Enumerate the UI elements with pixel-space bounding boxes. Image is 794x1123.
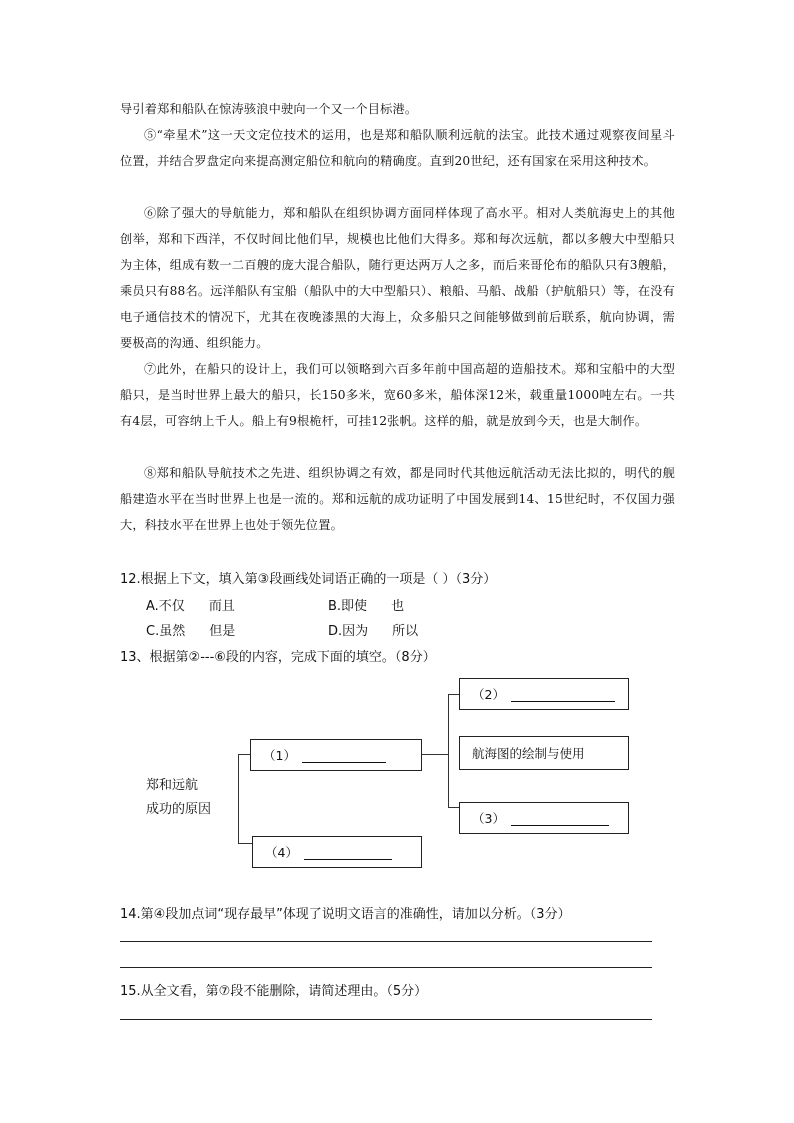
box-3-label: （3） — [472, 811, 505, 826]
paragraph-7: ⑦此外，在船只的设计上，我们可以领略到六百多年前中国高超的造船技术。郑和宝船中的大型船只，是当时世界上最大的船只，长150多米，宽60多米，船体深12米，载重量1000吨左右。一共有4层，可容纳上千人。船上有9根桅杆，可挂12张帆。这样的船，就是放到今天，也是大制作。 — [120, 362, 675, 428]
paragraph-5: ⑤“牵星术”这一天文定位技术的运用，也是郑和船队顺利远航的法宝。此技术通过观察夜间星斗位置，并结合罗盘定向来提高测定船位和航向的精确度。直到20世纪，还有国家在采用这种技术。 — [120, 128, 675, 168]
right-bracket-top-arm — [448, 694, 459, 695]
option-d-label: D.因为 — [328, 624, 369, 639]
blank-box-4[interactable] — [252, 836, 422, 868]
option-d — [328, 620, 418, 639]
box-map-label: 航海图的绘制与使用 — [472, 746, 585, 761]
blank-box-2[interactable] — [459, 678, 629, 710]
option-b-label: B.即使 — [328, 599, 368, 614]
box-2-label: （2） — [472, 687, 505, 702]
connector-line — [422, 754, 448, 755]
paragraph-continuation: 导引着郑和船队在惊涛骇浪中驶向一个又一个目标港。 — [120, 102, 418, 116]
left-bracket-bottom-arm — [238, 843, 252, 844]
question-14-stem: 14.第④段加点词“现存最早”体现了说明文语言的准确性，请加以分析。（3分） — [120, 907, 571, 922]
option-c — [146, 620, 235, 639]
left-bracket-vertical — [238, 754, 239, 844]
option-c-label: C.虽然 — [146, 624, 186, 639]
blank-box-1[interactable] — [250, 739, 422, 771]
root-line-2: 成功的原因 — [146, 802, 212, 817]
question-12-stem: 12.根据上下文，填入第③段画线处词语正确的一项是（ ）（3分） — [120, 572, 497, 587]
box-4-label: （4） — [265, 845, 298, 860]
blank-4-line — [304, 845, 392, 860]
box-1-label: （1） — [263, 748, 296, 763]
right-bracket-vertical — [448, 694, 449, 808]
blank-1-line — [302, 748, 386, 763]
option-d-word: 所以 — [392, 624, 419, 639]
right-bracket-bottom-arm — [448, 807, 459, 808]
blank-2-line — [511, 687, 615, 702]
option-a-word: 而且 — [208, 599, 235, 614]
paragraph-6: ⑥除了强大的导航能力，郑和船队在组织协调方面同样体现了高水平。相对人类航海史上的其他创举，郑和下西洋，不仅时间比他们早，规模也比他们大得多。郑和每次远航，都以多艘大中型船只为主体，组成有数一二百艘的庞大混合船队，随行更达两万人之多，而后来哥伦布的船队只有3艘船，乘员只有88名。远洋船队有宝船（船队中的大中型船只）、粮船、马船、战船（护航船只）等，在没有电子通信技术的情况下，尤其在夜晚漆黑的大海上，众多船只之间能够做到前后联系，航向协调，需要极高的沟通、组织能力。 — [120, 206, 675, 350]
option-c-word: 但是 — [209, 624, 236, 639]
blank-3-line — [511, 811, 609, 826]
root-line-1: 郑和远航 — [146, 778, 199, 793]
option-b — [328, 595, 404, 614]
answer-line-15-1[interactable] — [120, 1019, 652, 1020]
left-bracket-top-arm — [238, 754, 250, 755]
paragraph-8: ⑧郑和船队导航技术之先进、组织协调之有效，都是同时代其他远航活动无法比拟的，明代的舰船建造水平在当时世界上也是一流的。郑和远航的成功证明了中国发展到14、15世纪时，不仅国力强大，科技水平在世界上也处于领先位置。 — [120, 466, 675, 532]
question-13-stem: 13、根据第②---⑥段的内容，完成下面的填空。（8分） — [120, 650, 436, 665]
answer-line-14-1[interactable] — [120, 941, 652, 942]
option-b-word: 也 — [391, 599, 405, 614]
blank-box-3[interactable] — [459, 802, 629, 834]
option-a-label: A.不仅 — [146, 599, 185, 614]
question-15-stem: 15.从全文看，第⑦段不能删除，请简述理由。（5分） — [120, 984, 428, 999]
answer-line-14-2[interactable] — [120, 967, 652, 968]
diagram-root-label — [146, 774, 211, 822]
option-a — [146, 595, 235, 614]
box-navigation-chart — [459, 736, 629, 770]
